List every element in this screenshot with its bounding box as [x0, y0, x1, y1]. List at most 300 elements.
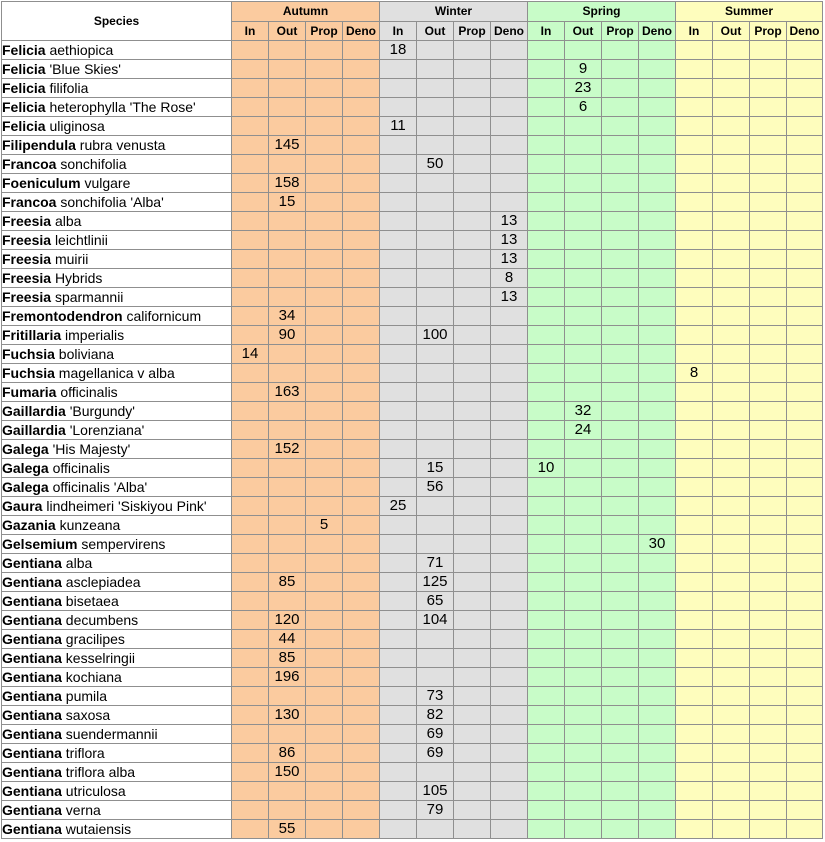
- value-cell-winter-prop: [454, 383, 491, 402]
- value-cell-spring-out: 24: [565, 421, 602, 440]
- value-cell-autumn-prop: [306, 535, 343, 554]
- value-cell-spring-prop: [602, 820, 639, 839]
- value-cell-winter-in: [380, 326, 417, 345]
- value-cell-summer-prop: [750, 611, 787, 630]
- table-row: [2, 459, 823, 478]
- value-cell-spring-prop: [602, 668, 639, 687]
- value-cell-winter-prop: [454, 516, 491, 535]
- value-cell-autumn-in: [232, 611, 269, 630]
- value-cell-winter-prop: [454, 364, 491, 383]
- value-cell-autumn-deno: [343, 440, 380, 459]
- value-cell-autumn-out: 55: [269, 820, 306, 839]
- species-cell: [2, 554, 232, 573]
- value-cell-autumn-prop: [306, 136, 343, 155]
- value-cell-autumn-prop: [306, 630, 343, 649]
- value-cell-spring-deno: [639, 478, 676, 497]
- value-cell-spring-out: 6: [565, 98, 602, 117]
- species-epithet: saxosa: [65, 707, 111, 723]
- value-cell-winter-out: 79: [417, 801, 454, 820]
- table-row: [2, 782, 823, 801]
- value-cell-summer-deno: [787, 725, 823, 744]
- value-cell-summer-deno: [787, 573, 823, 592]
- value-cell-summer-out: [713, 231, 750, 250]
- value-cell-autumn-prop: [306, 763, 343, 782]
- value-cell-autumn-prop: [306, 478, 343, 497]
- value-cell-summer-in: [676, 801, 713, 820]
- value-cell-spring-out: [565, 155, 602, 174]
- value-cell-spring-in: [528, 763, 565, 782]
- subheader-winter-deno: Deno: [491, 21, 528, 41]
- value-cell-summer-deno: [787, 630, 823, 649]
- value-cell-autumn-deno: [343, 193, 380, 212]
- value-cell-winter-in: [380, 573, 417, 592]
- value-cell-winter-prop: [454, 212, 491, 231]
- value-cell-winter-prop: [454, 459, 491, 478]
- value-cell-autumn-out: [269, 98, 306, 117]
- value-cell-spring-prop: [602, 402, 639, 421]
- value-cell-autumn-prop: [306, 497, 343, 516]
- table-row: [2, 687, 823, 706]
- genus-name: Gentiana: [2, 764, 62, 780]
- species-cell: [2, 478, 232, 497]
- value-cell-spring-prop: [602, 535, 639, 554]
- value-cell-summer-deno: [787, 687, 823, 706]
- value-cell-winter-deno: [491, 459, 528, 478]
- value-cell-spring-prop: [602, 725, 639, 744]
- value-cell-winter-in: [380, 136, 417, 155]
- value-cell-autumn-in: [232, 630, 269, 649]
- value-cell-autumn-out: 90: [269, 326, 306, 345]
- value-cell-autumn-deno: [343, 98, 380, 117]
- genus-name: Francoa: [2, 156, 57, 172]
- value-cell-winter-deno: 13: [491, 288, 528, 307]
- value-cell-autumn-deno: [343, 307, 380, 326]
- value-cell-summer-out: [713, 687, 750, 706]
- value-cell-spring-deno: [639, 801, 676, 820]
- value-cell-autumn-out: [269, 288, 306, 307]
- value-cell-spring-prop: [602, 744, 639, 763]
- species-cell: [2, 516, 232, 535]
- value-cell-winter-out: 73: [417, 687, 454, 706]
- value-cell-autumn-deno: [343, 79, 380, 98]
- value-cell-winter-prop: [454, 725, 491, 744]
- value-cell-summer-out: [713, 421, 750, 440]
- value-cell-summer-in: [676, 573, 713, 592]
- value-cell-summer-in: [676, 535, 713, 554]
- value-cell-winter-out: [417, 212, 454, 231]
- value-cell-spring-deno: [639, 231, 676, 250]
- value-cell-spring-in: [528, 478, 565, 497]
- value-cell-summer-prop: [750, 497, 787, 516]
- value-cell-winter-prop: [454, 687, 491, 706]
- value-cell-winter-out: [417, 820, 454, 839]
- value-cell-autumn-prop: [306, 801, 343, 820]
- value-cell-summer-in: [676, 592, 713, 611]
- value-cell-spring-in: [528, 516, 565, 535]
- value-cell-winter-out: [417, 383, 454, 402]
- value-cell-summer-in: [676, 117, 713, 136]
- value-cell-spring-out: [565, 174, 602, 193]
- value-cell-autumn-prop: [306, 592, 343, 611]
- season-header-row: [2, 2, 823, 22]
- value-cell-winter-deno: [491, 497, 528, 516]
- value-cell-summer-prop: [750, 668, 787, 687]
- value-cell-autumn-in: [232, 231, 269, 250]
- value-cell-winter-prop: [454, 231, 491, 250]
- value-cell-autumn-out: [269, 535, 306, 554]
- value-cell-winter-in: [380, 478, 417, 497]
- value-cell-summer-in: [676, 326, 713, 345]
- value-cell-summer-in: [676, 231, 713, 250]
- value-cell-summer-prop: [750, 763, 787, 782]
- value-cell-spring-out: [565, 592, 602, 611]
- value-cell-spring-deno: [639, 193, 676, 212]
- genus-name: Gentiana: [2, 669, 62, 685]
- value-cell-winter-out: [417, 269, 454, 288]
- species-epithet: kochiana: [65, 669, 122, 685]
- table-row: [2, 763, 823, 782]
- value-cell-spring-deno: [639, 288, 676, 307]
- value-cell-autumn-in: [232, 98, 269, 117]
- value-cell-autumn-out: [269, 250, 306, 269]
- value-cell-winter-out: [417, 516, 454, 535]
- value-cell-summer-out: [713, 801, 750, 820]
- value-cell-spring-in: [528, 611, 565, 630]
- value-cell-autumn-out: [269, 41, 306, 60]
- value-cell-winter-deno: [491, 193, 528, 212]
- genus-name: Fuchsia: [2, 365, 55, 381]
- value-cell-winter-out: 15: [417, 459, 454, 478]
- value-cell-autumn-prop: [306, 250, 343, 269]
- species-cell: [2, 725, 232, 744]
- value-cell-summer-prop: [750, 345, 787, 364]
- value-cell-autumn-deno: [343, 611, 380, 630]
- value-cell-winter-out: 82: [417, 706, 454, 725]
- value-cell-spring-prop: [602, 516, 639, 535]
- species-cell: [2, 630, 232, 649]
- value-cell-summer-deno: [787, 497, 823, 516]
- table-row: [2, 706, 823, 725]
- value-cell-spring-deno: [639, 554, 676, 573]
- value-cell-summer-deno: [787, 592, 823, 611]
- value-cell-winter-in: 11: [380, 117, 417, 136]
- value-cell-spring-out: [565, 269, 602, 288]
- table-row: [2, 478, 823, 497]
- value-cell-spring-deno: [639, 573, 676, 592]
- value-cell-spring-in: [528, 174, 565, 193]
- value-cell-winter-deno: [491, 535, 528, 554]
- genus-name: Gentiana: [2, 612, 62, 628]
- value-cell-autumn-in: [232, 668, 269, 687]
- value-cell-autumn-in: [232, 269, 269, 288]
- value-cell-summer-out: [713, 79, 750, 98]
- value-cell-summer-in: [676, 250, 713, 269]
- genus-name: Foeniculum: [2, 175, 81, 191]
- value-cell-winter-prop: [454, 668, 491, 687]
- value-cell-spring-out: [565, 231, 602, 250]
- value-cell-winter-deno: [491, 478, 528, 497]
- value-cell-spring-out: [565, 535, 602, 554]
- value-cell-summer-deno: [787, 478, 823, 497]
- value-cell-winter-deno: [491, 41, 528, 60]
- value-cell-summer-out: [713, 383, 750, 402]
- table-row: [2, 231, 823, 250]
- value-cell-winter-prop: [454, 535, 491, 554]
- value-cell-spring-prop: [602, 193, 639, 212]
- value-cell-autumn-in: [232, 573, 269, 592]
- species-cell: [2, 364, 232, 383]
- value-cell-summer-prop: [750, 79, 787, 98]
- value-cell-spring-prop: [602, 592, 639, 611]
- table-row: [2, 383, 823, 402]
- value-cell-winter-prop: [454, 307, 491, 326]
- value-cell-autumn-deno: [343, 668, 380, 687]
- value-cell-autumn-deno: [343, 763, 380, 782]
- value-cell-autumn-deno: [343, 725, 380, 744]
- value-cell-summer-deno: [787, 79, 823, 98]
- value-cell-summer-deno: [787, 288, 823, 307]
- table-row: [2, 554, 823, 573]
- table-row: [2, 516, 823, 535]
- value-cell-summer-deno: [787, 535, 823, 554]
- value-cell-summer-out: [713, 592, 750, 611]
- value-cell-summer-prop: [750, 706, 787, 725]
- value-cell-winter-in: [380, 98, 417, 117]
- value-cell-autumn-deno: [343, 459, 380, 478]
- value-cell-winter-deno: [491, 402, 528, 421]
- species-epithet: alba: [65, 555, 93, 571]
- value-cell-summer-deno: [787, 193, 823, 212]
- species-cell: [2, 782, 232, 801]
- value-cell-summer-in: [676, 402, 713, 421]
- value-cell-summer-prop: [750, 744, 787, 763]
- value-cell-winter-in: [380, 231, 417, 250]
- value-cell-winter-out: [417, 440, 454, 459]
- value-cell-winter-deno: [491, 364, 528, 383]
- genus-name: Fritillaria: [2, 327, 62, 343]
- value-cell-spring-out: [565, 136, 602, 155]
- value-cell-autumn-deno: [343, 402, 380, 421]
- value-cell-autumn-prop: [306, 611, 343, 630]
- value-cell-autumn-deno: [343, 801, 380, 820]
- species-epithet: imperialis: [65, 327, 125, 343]
- value-cell-autumn-out: [269, 231, 306, 250]
- genus-name: Gaillardia: [2, 403, 66, 419]
- table-row: [2, 155, 823, 174]
- value-cell-spring-in: [528, 117, 565, 136]
- value-cell-summer-in: 8: [676, 364, 713, 383]
- value-cell-autumn-out: [269, 60, 306, 79]
- species-epithet: kesselringii: [65, 650, 136, 666]
- species-epithet: triflora: [65, 745, 105, 761]
- value-cell-winter-prop: [454, 478, 491, 497]
- value-cell-spring-prop: [602, 611, 639, 630]
- value-cell-summer-prop: [750, 801, 787, 820]
- value-cell-spring-out: [565, 782, 602, 801]
- value-cell-spring-deno: [639, 155, 676, 174]
- value-cell-winter-deno: [491, 345, 528, 364]
- value-cell-summer-in: [676, 307, 713, 326]
- value-cell-autumn-prop: [306, 782, 343, 801]
- value-cell-winter-deno: 13: [491, 250, 528, 269]
- genus-name: Gentiana: [2, 802, 62, 818]
- value-cell-summer-in: [676, 269, 713, 288]
- table-row: [2, 611, 823, 630]
- species-cell: [2, 744, 232, 763]
- value-cell-spring-prop: [602, 98, 639, 117]
- value-cell-summer-out: [713, 269, 750, 288]
- value-cell-spring-out: [565, 649, 602, 668]
- species-epithet: kunzeana: [59, 517, 121, 533]
- value-cell-summer-out: [713, 516, 750, 535]
- value-cell-winter-in: [380, 516, 417, 535]
- species-epithet: officinalis 'Alba': [52, 479, 148, 495]
- value-cell-autumn-deno: [343, 345, 380, 364]
- value-cell-autumn-deno: [343, 687, 380, 706]
- value-cell-summer-out: [713, 706, 750, 725]
- genus-name: Gelsemium: [2, 536, 78, 552]
- species-cell: [2, 288, 232, 307]
- table-row: [2, 649, 823, 668]
- species-cell: [2, 402, 232, 421]
- value-cell-summer-deno: [787, 611, 823, 630]
- table-row: [2, 440, 823, 459]
- value-cell-autumn-prop: [306, 174, 343, 193]
- subheader-spring-deno: Deno: [639, 21, 676, 41]
- value-cell-winter-out: [417, 307, 454, 326]
- value-cell-summer-in: [676, 440, 713, 459]
- value-cell-spring-out: [565, 554, 602, 573]
- species-cell: [2, 763, 232, 782]
- value-cell-spring-deno: [639, 459, 676, 478]
- value-cell-autumn-in: [232, 801, 269, 820]
- table-row: [2, 744, 823, 763]
- value-cell-autumn-deno: [343, 649, 380, 668]
- value-cell-spring-out: [565, 193, 602, 212]
- genus-name: Freesia: [2, 270, 52, 286]
- subheader-summer-out: Out: [713, 21, 750, 41]
- value-cell-autumn-out: [269, 554, 306, 573]
- value-cell-winter-prop: [454, 592, 491, 611]
- value-cell-autumn-in: [232, 383, 269, 402]
- value-cell-summer-in: [676, 649, 713, 668]
- value-cell-winter-in: [380, 402, 417, 421]
- value-cell-spring-deno: [639, 421, 676, 440]
- species-cell: [2, 421, 232, 440]
- value-cell-summer-prop: [750, 364, 787, 383]
- value-cell-winter-in: [380, 763, 417, 782]
- value-cell-spring-in: 10: [528, 459, 565, 478]
- value-cell-autumn-prop: [306, 687, 343, 706]
- value-cell-winter-in: [380, 269, 417, 288]
- value-cell-winter-deno: [491, 98, 528, 117]
- value-cell-summer-out: [713, 136, 750, 155]
- value-cell-winter-in: [380, 459, 417, 478]
- value-cell-winter-out: [417, 79, 454, 98]
- value-cell-spring-in: [528, 535, 565, 554]
- value-cell-autumn-in: [232, 174, 269, 193]
- value-cell-spring-prop: [602, 478, 639, 497]
- value-cell-summer-out: [713, 649, 750, 668]
- value-cell-summer-prop: [750, 782, 787, 801]
- value-cell-spring-prop: [602, 573, 639, 592]
- species-epithet: wutaiensis: [65, 821, 132, 837]
- value-cell-summer-in: [676, 41, 713, 60]
- value-cell-autumn-deno: [343, 155, 380, 174]
- value-cell-spring-in: [528, 231, 565, 250]
- value-cell-spring-deno: [639, 79, 676, 98]
- value-cell-summer-out: [713, 611, 750, 630]
- value-cell-spring-deno: [639, 269, 676, 288]
- value-cell-summer-prop: [750, 687, 787, 706]
- value-cell-winter-in: [380, 706, 417, 725]
- value-cell-autumn-in: [232, 155, 269, 174]
- species-cell: [2, 668, 232, 687]
- value-cell-spring-deno: [639, 60, 676, 79]
- value-cell-spring-deno: 30: [639, 535, 676, 554]
- value-cell-spring-out: [565, 725, 602, 744]
- table-row: [2, 117, 823, 136]
- value-cell-autumn-in: [232, 41, 269, 60]
- subheader-summer-deno: Deno: [787, 21, 823, 41]
- value-cell-spring-prop: [602, 326, 639, 345]
- genus-name: Gentiana: [2, 593, 62, 609]
- species-cell: [2, 440, 232, 459]
- species-epithet: pumila: [65, 688, 108, 704]
- value-cell-spring-out: [565, 497, 602, 516]
- value-cell-summer-out: [713, 535, 750, 554]
- value-cell-summer-out: [713, 402, 750, 421]
- genus-name: Felicia: [2, 80, 46, 96]
- value-cell-spring-prop: [602, 41, 639, 60]
- value-cell-autumn-deno: [343, 383, 380, 402]
- value-cell-spring-out: [565, 307, 602, 326]
- value-cell-winter-out: 56: [417, 478, 454, 497]
- value-cell-spring-prop: [602, 383, 639, 402]
- table-body: [2, 41, 823, 839]
- genus-name: Felicia: [2, 42, 46, 58]
- value-cell-spring-deno: [639, 440, 676, 459]
- value-cell-winter-in: 18: [380, 41, 417, 60]
- value-cell-summer-prop: [750, 155, 787, 174]
- value-cell-summer-out: [713, 117, 750, 136]
- value-cell-autumn-prop: 5: [306, 516, 343, 535]
- value-cell-winter-in: [380, 288, 417, 307]
- value-cell-winter-in: [380, 79, 417, 98]
- value-cell-autumn-in: [232, 763, 269, 782]
- table-row: [2, 535, 823, 554]
- value-cell-autumn-out: 44: [269, 630, 306, 649]
- value-cell-autumn-deno: [343, 630, 380, 649]
- value-cell-spring-in: [528, 136, 565, 155]
- value-cell-summer-deno: [787, 440, 823, 459]
- value-cell-winter-in: [380, 345, 417, 364]
- genus-name: Gentiana: [2, 631, 62, 647]
- value-cell-winter-prop: [454, 117, 491, 136]
- table-row: [2, 41, 823, 60]
- value-cell-spring-deno: [639, 98, 676, 117]
- value-cell-spring-deno: [639, 516, 676, 535]
- value-cell-autumn-out: [269, 402, 306, 421]
- species-epithet: 'Lorenziana': [69, 422, 145, 438]
- value-cell-summer-in: [676, 60, 713, 79]
- value-cell-winter-deno: [491, 725, 528, 744]
- value-cell-summer-prop: [750, 60, 787, 79]
- value-cell-autumn-in: [232, 535, 269, 554]
- species-cell: [2, 269, 232, 288]
- value-cell-spring-in: [528, 307, 565, 326]
- value-cell-winter-out: 100: [417, 326, 454, 345]
